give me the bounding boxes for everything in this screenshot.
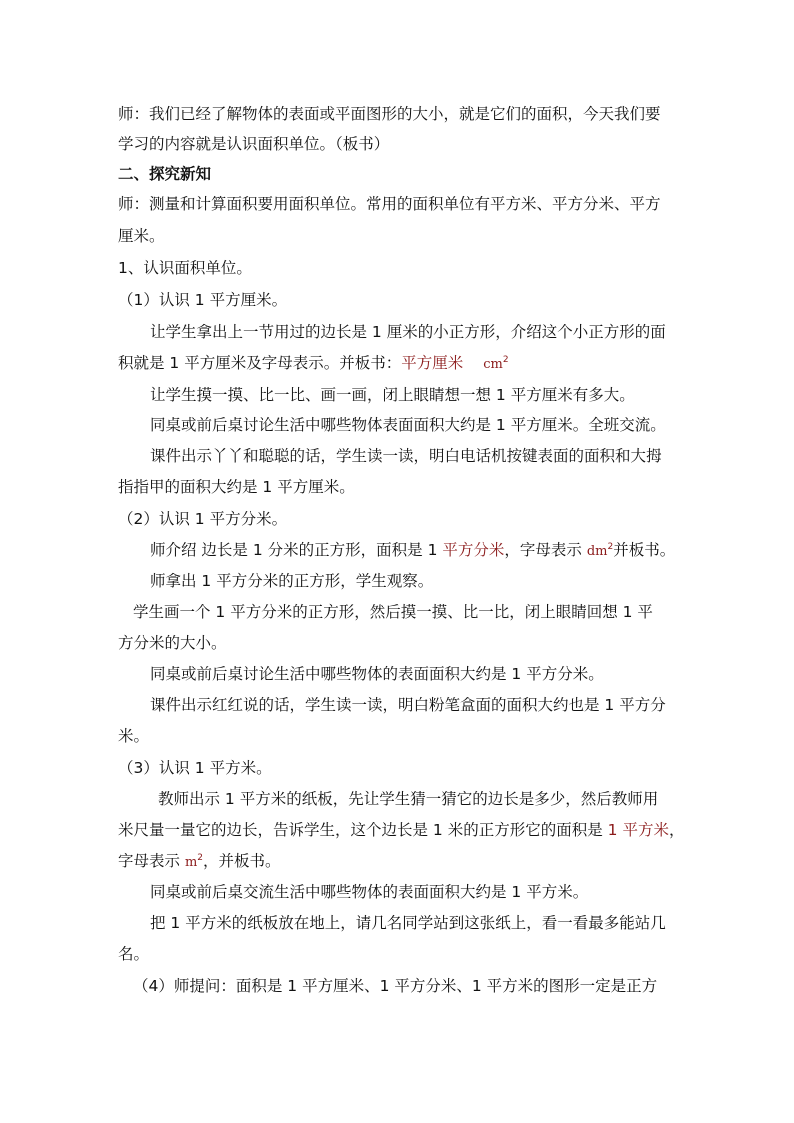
s2-paragraph-4: 同桌或前后桌讨论生活中哪些物体的表面面积大约是 1 平方分米。 bbox=[150, 665, 604, 683]
s3-paragraph-1-end: ，并板书。 bbox=[203, 852, 281, 870]
s3-paragraph-1-letter-text: 字母表示 bbox=[118, 852, 185, 870]
paragraph-intro-line-2: 学习的内容就是认识面积单位。（板书） bbox=[118, 135, 390, 153]
s3-paragraph-1-line-3 bbox=[118, 850, 281, 872]
s2-paragraph-5-line-2: 米。 bbox=[118, 727, 150, 745]
s2-paragraph-1-end: 并板书。 bbox=[613, 541, 676, 559]
highlight-square-decimeter: 平方分米 bbox=[442, 541, 505, 559]
s1-paragraph-1-line-1: 让学生拿出上一节用过的边长是 1 厘米的小正方形，介绍这个小正方形的面 bbox=[150, 323, 666, 341]
s1-paragraph-3: 同桌或前后桌讨论生活中哪些物体表面面积大约是 1 平方厘米。全班交流。 bbox=[150, 416, 666, 434]
highlight-square-meter: 1 平方米 bbox=[607, 821, 669, 839]
s1-paragraph-1-text: 积就是 1 平方厘米及字母表示。并板书： bbox=[118, 354, 402, 372]
paragraph-units-line-2: 厘米。 bbox=[118, 227, 165, 245]
section-1-heading: 1、认识面积单位。 bbox=[118, 259, 252, 277]
paragraph-intro-line-1: 师：我们已经了解物体的表面或平面图形的大小，就是它们的面积，今天我们要 bbox=[118, 105, 661, 123]
unit-cm-exponent: 2 bbox=[502, 354, 509, 365]
s1-paragraph-4-line-1: 课件出示丫丫和聪聪的话，学生读一读，明白电话机按键表面的面积和大拇 bbox=[150, 447, 662, 465]
paragraph-units-line-1: 师：测量和计算面积要用面积单位。常用的面积单位有平方米、平方分米、平方 bbox=[118, 195, 661, 213]
subsection-4-question: （4）师提问：面积是 1 平方厘米、1 平方分米、1 平方米的图形一定是正方 bbox=[133, 977, 658, 995]
s3-paragraph-1-line-1: 教师出示 1 平方米的纸板，先让学生猜一猜它的边长是多少，然后教师用 bbox=[158, 790, 659, 808]
subsection-2-heading: （2）认识 1 平方分米。 bbox=[118, 510, 288, 528]
s2-paragraph-1-mid: ，字母表示 bbox=[504, 541, 587, 559]
s2-paragraph-1-text: 师介绍 边长是 1 分米的正方形，面积是 1 bbox=[150, 541, 443, 559]
s1-paragraph-1-line-2 bbox=[118, 352, 509, 374]
s3-paragraph-1-text: 米尺量一量它的边长，告诉学生，这个边长是 1 米的正方形它的面积是 bbox=[118, 821, 608, 839]
unit-cm: cm bbox=[483, 357, 503, 372]
s3-paragraph-3-line-1: 把 1 平方米的纸板放在地上，请几名同学站到这张纸上，看一看最多能站几 bbox=[150, 914, 666, 932]
s2-paragraph-1 bbox=[150, 539, 675, 561]
highlight-square-centimeter: 平方厘米 bbox=[401, 354, 464, 372]
s3-paragraph-2: 同桌或前后桌交流生活中哪些物体的表面面积大约是 1 平方米。 bbox=[150, 883, 589, 901]
subsection-3-heading: （3）认识 1 平方米。 bbox=[118, 759, 272, 777]
s2-paragraph-3-line-2: 方分米的大小。 bbox=[118, 634, 227, 652]
unit-dm: dm bbox=[586, 544, 608, 559]
s1-paragraph-4-line-2: 指指甲的面积大约是 1 平方厘米。 bbox=[118, 478, 355, 496]
s3-paragraph-1-line-2 bbox=[118, 819, 684, 841]
s1-paragraph-2: 让学生摸一摸、比一比、画一画，闭上眼睛想一想 1 平方厘米有多大。 bbox=[150, 386, 635, 404]
s2-paragraph-3-line-1: 学生画一个 1 平方分米的正方形，然后摸一摸、比一比，闭上眼睛回想 1 平 bbox=[133, 603, 653, 621]
s2-paragraph-2: 师拿出 1 平方分米的正方形，学生观察。 bbox=[150, 572, 434, 590]
section-heading-explore: 二、探究新知 bbox=[118, 165, 212, 183]
s3-paragraph-1-comma: ， bbox=[668, 821, 685, 839]
s3-paragraph-3-line-2: 名。 bbox=[118, 945, 150, 963]
subsection-1-heading: （1）认识 1 平方厘米。 bbox=[118, 291, 288, 309]
unit-dm-exponent: 2 bbox=[607, 541, 614, 552]
unit-m-exponent: 2 bbox=[197, 852, 203, 863]
s2-paragraph-5-line-1: 课件出示红红说的话，学生读一读，明白粉笔盒面的面积大约也是 1 平方分 bbox=[150, 696, 666, 714]
unit-m: m bbox=[184, 855, 198, 870]
